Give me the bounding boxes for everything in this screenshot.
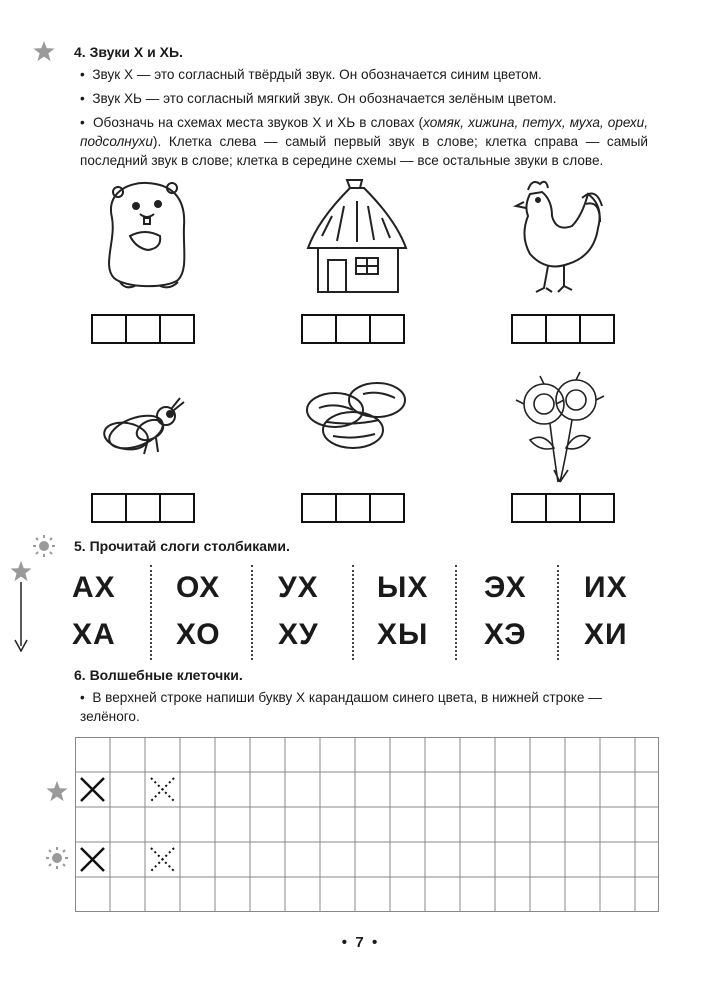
syllable-bottom: ХЭ: [484, 618, 527, 651]
syllable-top: ЭХ: [484, 571, 527, 604]
syllable-bottom: ХУ: [278, 618, 319, 651]
syllable-top: АХ: [72, 571, 116, 604]
section4-bullet1: • Звук Х — это согласный твёрдый звук. Он обозначается синим цветом.: [80, 67, 542, 82]
syllable-bottom: ХЫ: [377, 618, 429, 651]
scheme-sunflowers[interactable]: [511, 493, 615, 523]
writing-grid[interactable]: [75, 737, 659, 912]
section6-bullet: • В верхней строке напиши букву Х карандашом синего цвета, в нижней строке — зелёного.: [80, 690, 602, 724]
syllable-bottom: ХО: [176, 618, 221, 651]
syllable-top: ЫХ: [377, 571, 429, 604]
sun-icon: [45, 846, 69, 870]
scheme-hut[interactable]: [301, 314, 405, 344]
star-icon: [33, 40, 55, 62]
down-arrow-icon: [13, 582, 29, 652]
page-number: • 7 •: [341, 934, 378, 951]
fly-picture: [100, 392, 188, 462]
nuts-picture: [303, 380, 411, 452]
star-icon: [46, 780, 68, 802]
section4-title: 4. Звуки Х и ХЬ.: [74, 44, 183, 60]
section6-title: 6. Волшебные клеточки.: [74, 667, 243, 683]
syllable-bottom: ХИ: [584, 618, 628, 651]
scheme-rooster[interactable]: [511, 314, 615, 344]
hut-picture: [302, 176, 412, 298]
sun-icon: [32, 534, 56, 558]
syllable-top: ИХ: [584, 571, 628, 604]
column-divider: [251, 565, 253, 660]
rooster-picture: [512, 176, 607, 298]
star-icon: [10, 560, 32, 582]
section4-bullet3: • Обозначь на схемах места звуков Х и ХЬ в словах (хомяк, хижина, петух, муха, орехи, подсолнухи). Клетка слева — самый первый звук в слове; клетка справа — самый последний звук в слове; клетка в середине схемы — все остальные звуки в слове.: [80, 115, 648, 168]
column-divider: [455, 565, 457, 660]
column-divider: [557, 565, 559, 660]
scheme-fly[interactable]: [91, 493, 195, 523]
syllable-bottom: ХА: [72, 618, 116, 651]
syllable-top: УХ: [278, 571, 319, 604]
column-divider: [352, 565, 354, 660]
section4-bullet2: • Звук ХЬ — это согласный мягкий звук. Он обозначается зелёным цветом.: [80, 91, 557, 106]
sunflowers-picture: [510, 370, 610, 488]
scheme-nuts[interactable]: [301, 493, 405, 523]
section5-title: 5. Прочитай слоги столбиками.: [74, 538, 290, 554]
hamster-picture: [100, 178, 195, 293]
scheme-hamster[interactable]: [91, 314, 195, 344]
column-divider: [150, 565, 152, 660]
syllable-top: ОХ: [176, 571, 221, 604]
